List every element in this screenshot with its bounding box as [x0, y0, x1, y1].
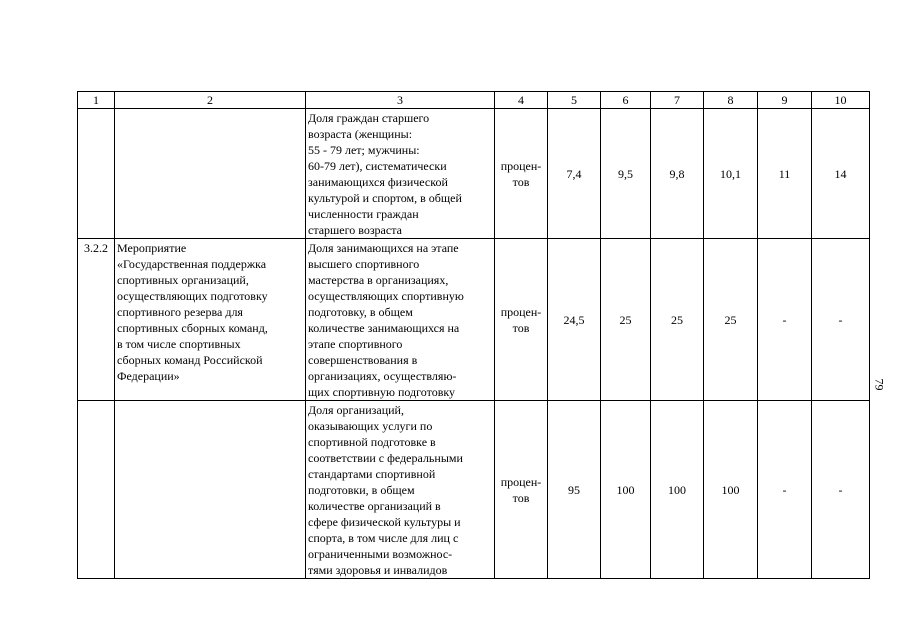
- column-header: 1: [78, 92, 115, 109]
- value-cell: 9,8: [651, 109, 704, 239]
- unit-cell: процен- тов: [495, 109, 548, 239]
- column-header: 2: [115, 92, 306, 109]
- column-header: 4: [495, 92, 548, 109]
- unit-cell: процен- тов: [495, 401, 548, 579]
- value-cell: 25: [651, 239, 704, 401]
- program-indicators-table: [77, 91, 870, 579]
- value-cell: 10,1: [704, 109, 758, 239]
- value-cell: 24,5: [548, 239, 601, 401]
- value-cell: 100: [704, 401, 758, 579]
- value-cell: 14: [812, 109, 870, 239]
- indicator-name-cell: Доля занимающихся на этапе высшего спортивного мастерства в организациях, осуществляющих спортивную подготовку, в общем количестве занимающихся на этапе спортивного совершенствования в организациях, осуществляю- щих спортивную подготовку: [306, 239, 495, 401]
- activity-name-cell: [115, 109, 306, 239]
- column-header: 6: [601, 92, 651, 109]
- value-cell: 9,5: [601, 109, 651, 239]
- value-cell: -: [758, 239, 812, 401]
- indicator-name-cell: Доля граждан старшего возраста (женщины: 55 - 79 лет; мужчины: 60-79 лет), систематически занимающихся физической культурой и спортом, в общей численности граждан старшего возраста: [306, 109, 495, 239]
- value-cell: 100: [651, 401, 704, 579]
- unit-cell: процен- тов: [495, 239, 548, 401]
- column-header: 3: [306, 92, 495, 109]
- table-row: [78, 239, 870, 401]
- value-cell: 95: [548, 401, 601, 579]
- activity-code-cell: [78, 401, 115, 579]
- value-cell: 11: [758, 109, 812, 239]
- value-cell: 7,4: [548, 109, 601, 239]
- activity-code-cell: [78, 109, 115, 239]
- column-header: 8: [704, 92, 758, 109]
- activity-name-cell: Мероприятие «Государственная поддержка спортивных организаций, осуществляющих подготовку спортивного резерва для спортивных сборных команд, в том числе спортивных сборных команд Российской Федерации»: [115, 239, 306, 401]
- value-cell: -: [758, 401, 812, 579]
- value-cell: 25: [601, 239, 651, 401]
- value-cell: 25: [704, 239, 758, 401]
- page-number: 79: [872, 378, 887, 391]
- value-cell: 100: [601, 401, 651, 579]
- value-cell: -: [812, 239, 870, 401]
- column-number-header-row: [78, 92, 870, 109]
- table-row: [78, 109, 870, 239]
- activity-name-cell: [115, 401, 306, 579]
- column-header: 5: [548, 92, 601, 109]
- value-cell: -: [812, 401, 870, 579]
- column-header: 9: [758, 92, 812, 109]
- table-row: [78, 401, 870, 579]
- column-header: 10: [812, 92, 870, 109]
- indicator-name-cell: Доля организаций, оказывающих услуги по спортивной подготовке в соответствии с федеральными стандартами спортивной подготовки, в общем количестве организаций в сфере физической культуры и спорта, в том числе для лиц с ограниченными возможнос- тями здоровья и инвалидов: [306, 401, 495, 579]
- activity-code-cell: 3.2.2: [78, 239, 115, 401]
- column-header: 7: [651, 92, 704, 109]
